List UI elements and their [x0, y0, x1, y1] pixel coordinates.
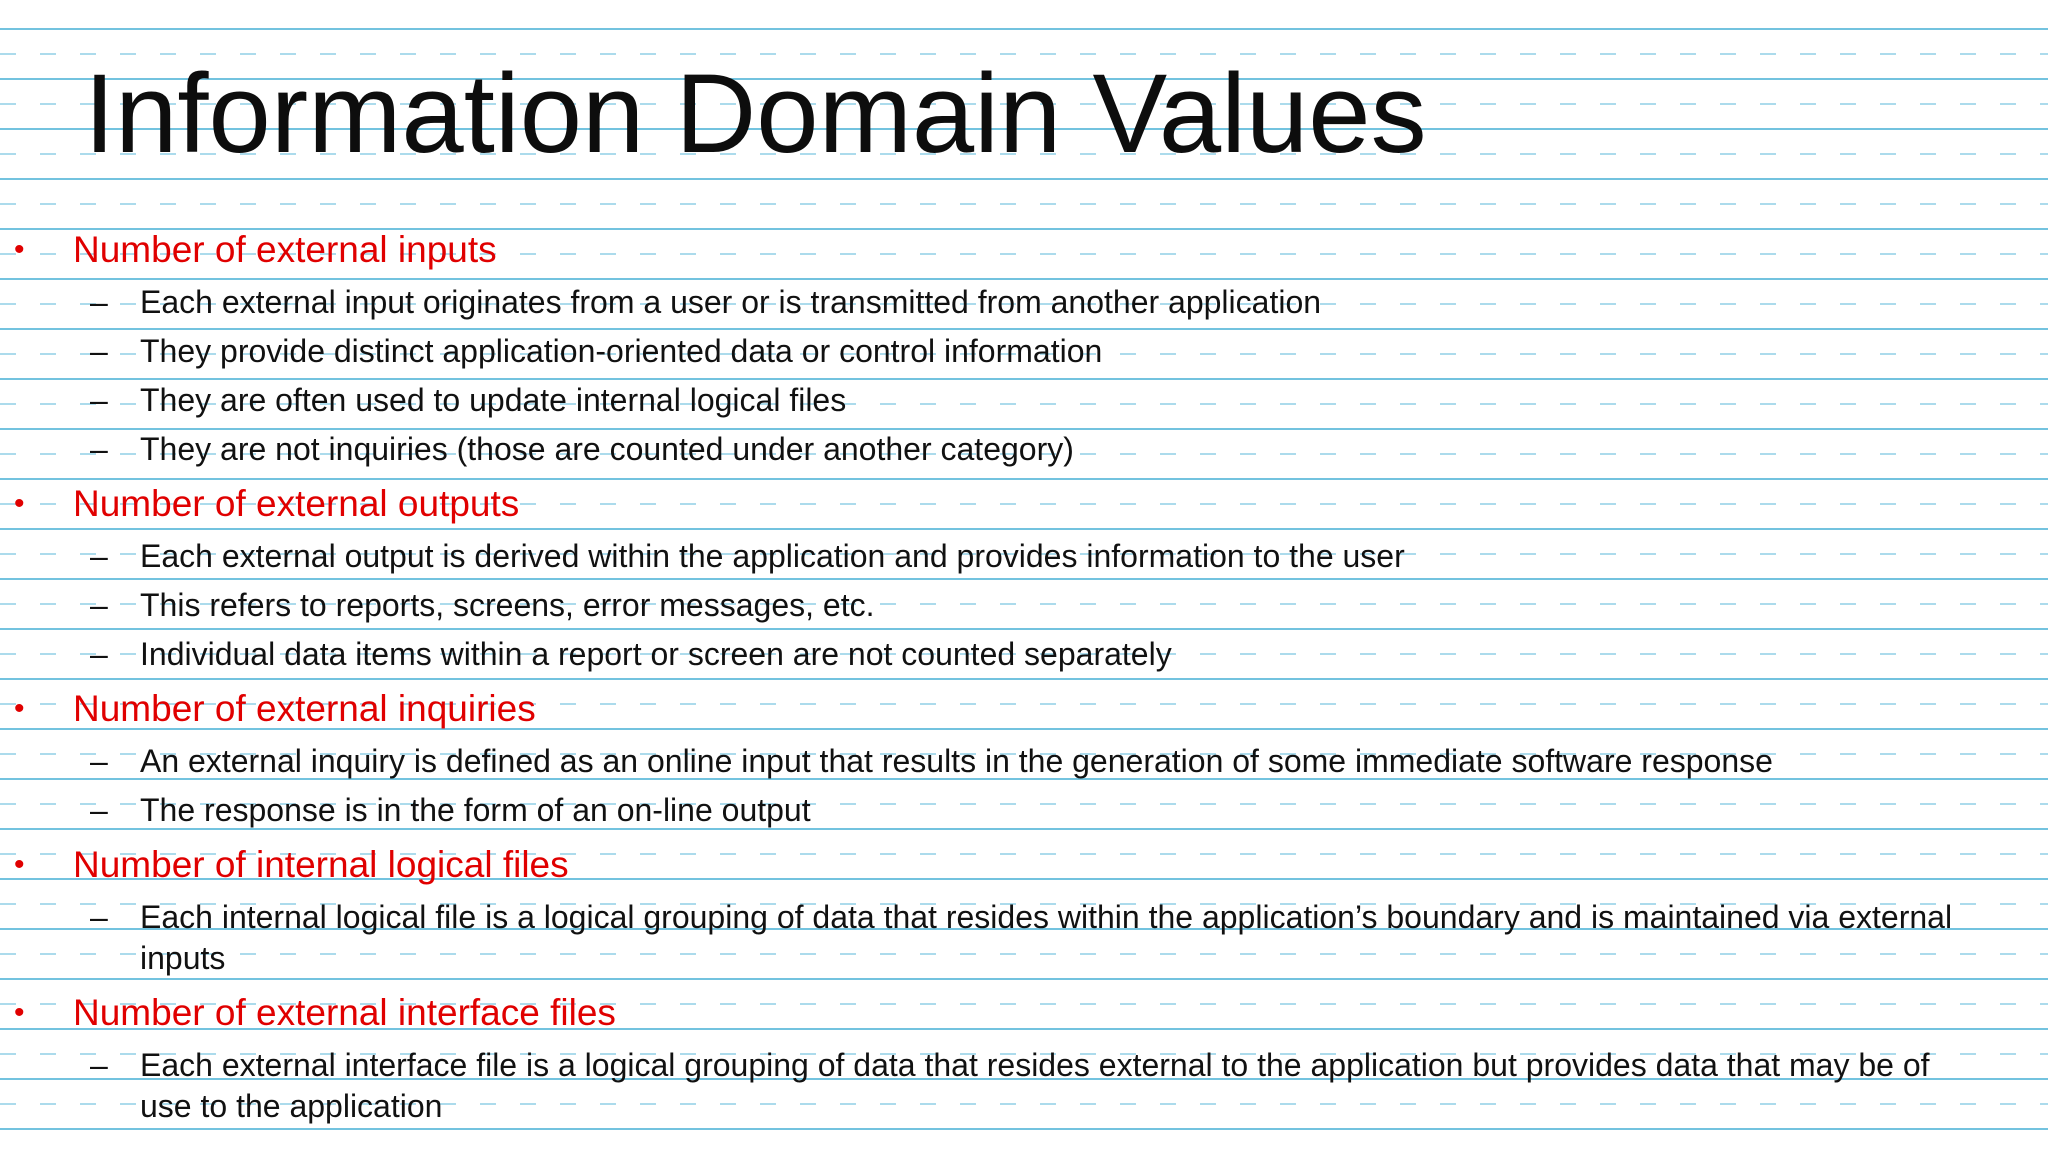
- section-external-interface-files: [0, 987, 2048, 1127]
- bullet-icon: •: [14, 996, 25, 1029]
- dash-icon: –: [90, 899, 108, 935]
- main-bullet: [0, 987, 2048, 1039]
- bullet-icon: •: [14, 692, 25, 725]
- sub-bullet: [0, 585, 1970, 626]
- section-external-inputs: [0, 224, 2048, 470]
- section-heading: Number of external interface files: [73, 992, 616, 1033]
- dash-icon: –: [90, 333, 108, 369]
- sub-bullet-text: An external inquiry is defined as an online input that results in the generation of some immediate software response: [140, 743, 1773, 779]
- sub-bullet: [0, 282, 1970, 323]
- sub-bullet: [0, 634, 1970, 675]
- dash-icon: –: [90, 284, 108, 320]
- section-external-inquiries: [0, 683, 2048, 831]
- bullet-icon: •: [14, 848, 25, 881]
- section-heading: Number of external outputs: [73, 483, 520, 524]
- sub-bullet-text: The response is in the form of an on-line output: [140, 792, 811, 828]
- dash-icon: –: [90, 1047, 108, 1083]
- sub-bullet: [0, 1045, 1970, 1127]
- sub-bullet: [0, 897, 1970, 979]
- sub-bullet-text: This refers to reports, screens, error messages, etc.: [140, 587, 875, 623]
- sub-bullet: [0, 380, 1970, 421]
- section-internal-logical-files: [0, 839, 2048, 979]
- section-external-outputs: [0, 478, 2048, 675]
- dash-icon: –: [90, 538, 108, 574]
- dash-icon: –: [90, 382, 108, 418]
- sub-bullet: [0, 790, 1970, 831]
- sub-bullet-text: They are often used to update internal logical files: [140, 382, 847, 418]
- sub-bullet: [0, 741, 1970, 782]
- dash-icon: –: [90, 587, 108, 623]
- main-bullet: [0, 683, 2048, 735]
- main-bullet: [0, 478, 2048, 530]
- bullet-icon: •: [14, 233, 25, 266]
- section-heading: Number of external inquiries: [73, 688, 536, 729]
- slide-title: Information Domain Values: [84, 51, 1427, 176]
- main-bullet: [0, 224, 2048, 276]
- main-bullet: [0, 839, 2048, 891]
- bullet-icon: •: [14, 487, 25, 520]
- sub-bullet: [0, 429, 1970, 470]
- sub-bullet-text: Each external output is derived within the application and provides information to the user: [140, 538, 1405, 574]
- dash-icon: –: [90, 431, 108, 467]
- section-heading: Number of external inputs: [73, 229, 497, 270]
- bullet-list: [0, 224, 2048, 1135]
- section-heading: Number of internal logical files: [73, 844, 569, 885]
- dash-icon: –: [90, 743, 108, 779]
- sub-bullet-text: Each external interface file is a logical grouping of data that resides external to the application but provides data that may be of use to the application: [140, 1047, 1930, 1124]
- sub-bullet-text: Each external input originates from a user or is transmitted from another application: [140, 284, 1322, 320]
- sub-bullet-text: Individual data items within a report or screen are not counted separately: [140, 636, 1172, 672]
- dash-icon: –: [90, 636, 108, 672]
- sub-bullet-text: They are not inquiries (those are counted under another category): [140, 431, 1074, 467]
- sub-bullet: [0, 331, 1970, 372]
- sub-bullet-text: Each internal logical file is a logical grouping of data that resides within the application’s boundary and is maintained via external inputs: [140, 899, 1953, 976]
- sub-bullet-text: They provide distinct application-oriented data or control information: [140, 333, 1103, 369]
- dash-icon: –: [90, 792, 108, 828]
- sub-bullet: [0, 536, 1970, 577]
